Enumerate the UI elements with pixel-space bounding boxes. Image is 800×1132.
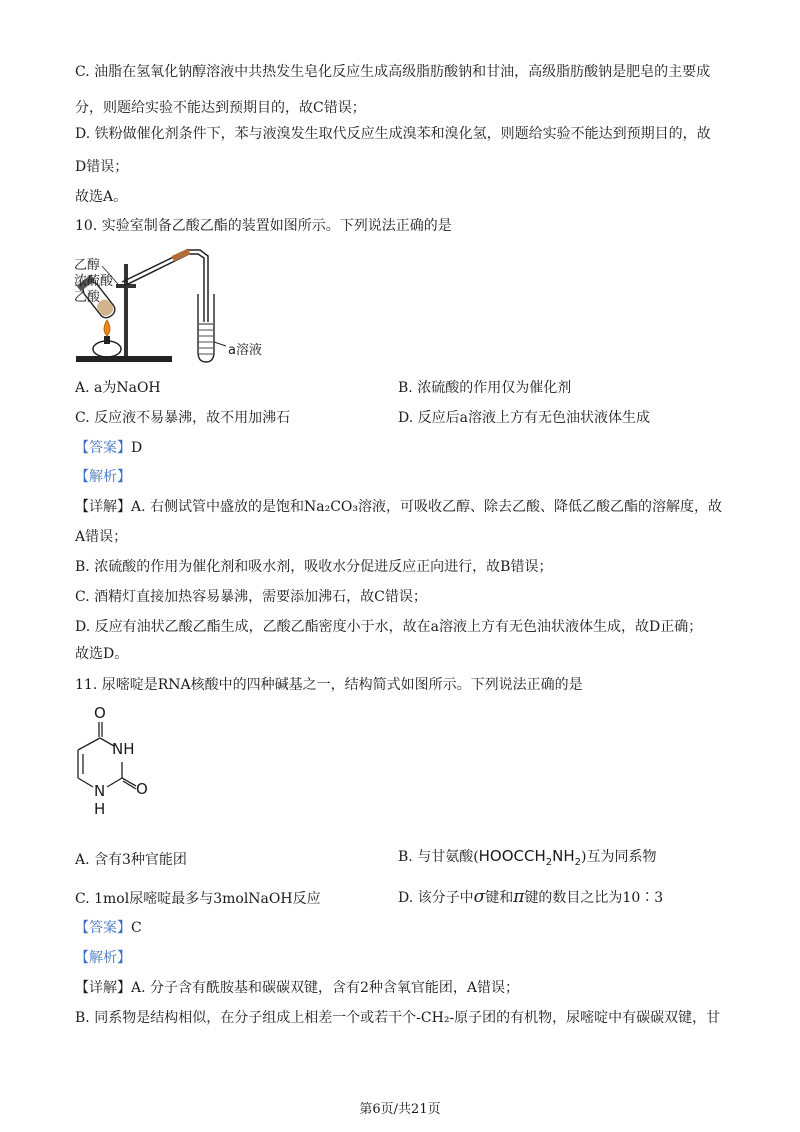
uracil-structure-figure	[66, 702, 176, 842]
q11-detail-line: B. 同系物是结构相似，在分子组成上相差一个或若干个-CH₂-原子团的有机物，尿嘧啶中有碳碳双键，甘	[75, 1010, 721, 1026]
atom-nh: NH	[112, 740, 135, 758]
formula-part: HOOCCH	[478, 847, 546, 865]
answer-tag: 【答案】	[75, 440, 131, 456]
answer-value: D	[131, 440, 143, 456]
detail-text: A. 右侧试管中盛放的是饱和Na₂CO₃溶液，可吸收乙醇、除去乙酸、降低乙酸乙酯的溶解度，故	[131, 499, 723, 515]
q11-option-a: A. 含有3种官能团	[75, 852, 187, 868]
answer-tag: 【答案】	[75, 920, 131, 936]
subscript: 2	[545, 857, 553, 868]
uracil-ring	[66, 702, 176, 842]
label-a-solution: a溶液	[228, 343, 262, 358]
esterification-apparatus-figure	[72, 244, 302, 368]
label-acetic-acid: 乙酸	[74, 290, 101, 305]
page-footer: 第6页/共21页	[359, 1102, 441, 1117]
option-d-prefix: D. 该分子中	[398, 890, 474, 906]
q11-detail-line	[75, 978, 519, 998]
q10-detail-line: 故选D。	[75, 646, 129, 662]
option-d-mid: 键和	[485, 890, 514, 906]
option-b-prefix: B. 与甘氨酸(	[398, 849, 479, 865]
atom-o-top: O	[94, 704, 106, 722]
formula-part: NH	[552, 847, 575, 865]
q11-analysis	[75, 948, 131, 968]
analysis-tag: 【解析】	[75, 950, 131, 966]
q11-answer	[75, 918, 142, 938]
q10-detail-line: C. 酒精灯直接加热容易暴沸，需要添加沸石，故C错误；	[75, 589, 427, 605]
q10-option-d: D. 反应后a溶液上方有无色油状液体生成	[398, 410, 650, 426]
q11-option-c: C. 1mol尿嘧啶最多与3molNaOH反应	[75, 891, 321, 907]
text-line: C. 油脂在氢氧化钠醇溶液中共热发生皂化反应生成高级脂肪酸钠和甘油，高级脂肪酸钠是肥皂的主要成	[75, 64, 711, 80]
label-conc-sulfuric-acid: 浓硫酸	[74, 274, 114, 289]
q10-option-a: A. a为NaOH	[75, 380, 161, 396]
subscript: 2	[574, 857, 582, 868]
text-line: 故选A。	[75, 189, 128, 205]
q10-detail-line: B. 浓硫酸的作用为催化剂和吸水剂，吸收水分促进反应正向进行，故B错误；	[75, 559, 553, 575]
analysis-tag: 【解析】	[75, 469, 131, 485]
text-line: D. 铁粉做催化剂条件下，苯与液溴发生取代反应生成溴苯和溴化氢，则题给实验不能达到预期目的，故	[75, 126, 711, 142]
q11-option-d	[398, 887, 663, 908]
question-11-stem: 11. 尿嘧啶是RNA核酸中的四种碱基之一，结构简式如图所示。下列说法正确的是	[75, 677, 583, 693]
q11-option-b	[398, 846, 657, 873]
sigma-symbol: σ	[473, 887, 486, 907]
answer-value: C	[131, 920, 142, 936]
q10-detail-line	[75, 497, 722, 517]
q10-detail-line: D. 反应有油状乙酸乙酯生成，乙酸乙酯密度小于水，故在a溶液上方有无色油状液体生成，故D正确；	[75, 619, 703, 635]
label-ethanol: 乙醇	[74, 258, 101, 273]
q10-detail-line: A错误；	[75, 529, 128, 545]
detail-text: A. 分子含有酰胺基和碳碳双键，含有2种含氧官能团，A错误；	[131, 980, 520, 996]
apparatus-diagram	[72, 244, 302, 368]
atom-o-right: O	[136, 780, 148, 798]
q10-option-c: C. 反应液不易暴沸，故不用加沸石	[75, 410, 291, 426]
pi-symbol: π	[513, 887, 525, 907]
detail-tag: 【详解】	[75, 980, 131, 996]
q10-answer	[75, 438, 142, 458]
q10-analysis	[75, 467, 131, 487]
q10-option-b: B. 浓硫酸的作用仅为催化剂	[398, 380, 572, 396]
atom-h: H	[94, 800, 106, 818]
text-line: D错误；	[75, 159, 129, 175]
text-line: 分，则题给实验不能达到预期目的，故C错误；	[75, 100, 366, 116]
glycine-formula	[478, 847, 582, 868]
option-b-suffix: )互为同系物	[581, 849, 657, 865]
question-10-stem: 10. 实验室制备乙酸乙酯的装置如图所示。下列说法正确的是	[75, 218, 452, 234]
detail-tag: 【详解】	[75, 499, 131, 515]
atom-n: N	[94, 782, 106, 800]
option-d-suffix: 键的数目之比为10∶3	[524, 890, 664, 906]
